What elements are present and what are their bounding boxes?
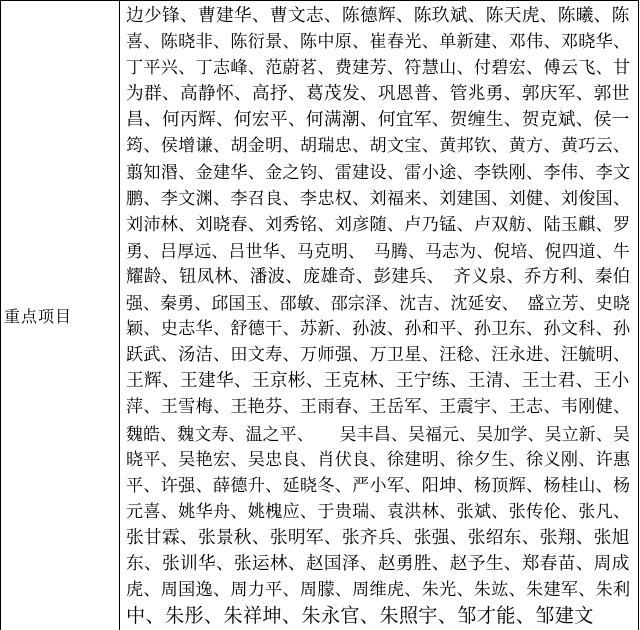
names-line: 耀龄、钮凤林、潘波、庞雄奇、彭建兵、 齐义泉、乔方利、秦伯 xyxy=(126,266,631,287)
names-line: 元喜、姚华舟、姚槐应、于贵瑞、袁洪林、张斌、张传伦、张凡、 xyxy=(126,501,631,522)
names-line: 刘沛林、刘晓春、刘秀铭、刘彦随、卢乃锰、卢双舫、陆玉麒、罗 xyxy=(126,214,631,235)
names-line: 为群、高静怀、高抒、葛茂发、巩恩普、管兆勇、郭庆军、郭世 xyxy=(126,84,630,105)
names-line: 中、朱彤、朱祥坤、朱永官、朱照宇、邹才能、邹建文 xyxy=(126,604,594,628)
names-line: 昌、何丙辉、何宏平、何满潮、何宜军、贺缠生、贺克斌、侯一 xyxy=(126,110,630,131)
names-line: 翦知湣、金建华、金之钧、雷建设、雷小途、李铁刚、李伟、李文 xyxy=(126,162,631,183)
names-line: 颖、史志华、舒德干、苏新、孙波、孙和平、孙卫东、孙文科、孙 xyxy=(126,319,631,340)
category-cell xyxy=(1,1,120,630)
names-line: 边少锋、曹建华、曹文志、陈德辉、陈玖斌、陈天虎、陈曦、陈 xyxy=(126,6,630,26)
names-line: 虎、周国逸、周力平、周朦、周维虎、朱光、朱竑、朱建军、朱利 xyxy=(126,580,631,601)
names-line: 平、许强、薛德升、延晓冬、严小军、阳坤、杨顶辉、杨桂山、杨 xyxy=(126,475,631,496)
names-line: 鹏、李文渊、李召良、李忠权、刘福来、刘建国、刘健、刘俊国、 xyxy=(126,188,631,209)
names-line: 跃武、汤洁、田文寿、万师强、万卫星、汪稔、汪永进、汪毓明、 xyxy=(126,345,631,366)
category-label: 重点项目 xyxy=(4,307,73,326)
names-line: 勇、吕厚远、吕世华、马克明、 马腾、马志为、倪培、倪四道、牛 xyxy=(126,240,631,261)
names-line: 晓平、吴艳宏、吴忠良、肖伏良、徐建明、徐夕生、徐义刚、许惠 xyxy=(126,449,631,470)
names-line: 喜、陈晓非、陈衍景、陈中原、崔春光、单新建、邓伟、邓晓华、 xyxy=(126,32,631,53)
names-line: 筠、侯增谦、胡金明、胡瑞忠、胡文宝、黄邦钦、黄方、黄巧云、 xyxy=(126,136,631,157)
names-line: 丁平兴、丁志峰、范蔚茗、费建芳、符慧山、付碧宏、傅云飞、甘 xyxy=(126,58,631,79)
names-line: 萍、王雪梅、王艳芬、王雨春、王岳军、王震宇、王志、韦刚健、 xyxy=(126,397,631,418)
names-line: 张甘霖、张景秋、张明军、张齐兵、张强、张绍东、张翔、张旭 xyxy=(126,527,630,548)
names-line: 魏皓、魏文寿、温之平、 吴丰昌、吴福元、吴加学、吴立新、吴 xyxy=(126,423,631,444)
names-cell xyxy=(121,1,639,630)
names-line: 王辉、王建华、王京彬、王克林、王宁练、王清、王士君、王小 xyxy=(126,371,630,392)
names-line: 强、秦勇、邱国玉、邵敏、邵宗泽、沈吉、沈延安、 盛立芳、史晓 xyxy=(126,293,631,314)
names-line: 东、张训华、张运林、赵国泽、赵勇胜、赵予生、郑春苗、周成 xyxy=(126,553,630,574)
